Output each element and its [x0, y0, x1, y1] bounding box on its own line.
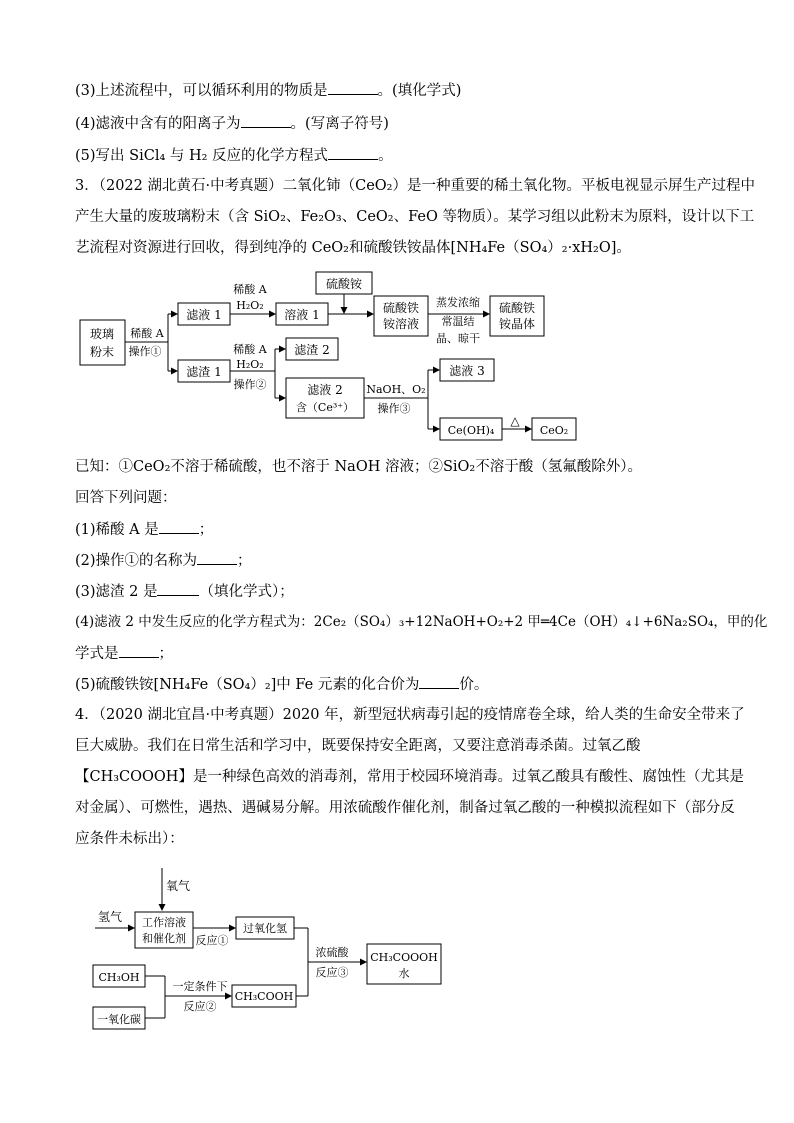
label-filtrate-2a: 滤液 2 [307, 383, 343, 397]
problem3-q2 [75, 550, 252, 571]
question-text: (5)写出 SiCl₄ 与 H₂ 反应的化学方程式 [75, 148, 329, 164]
label-op1: 操作① [128, 345, 162, 358]
answer-blank[interactable] [157, 581, 199, 596]
question-text: (4)滤液中含有的阳离子为 [75, 116, 241, 132]
problem3-intro-line3: 艺流程对资源进行回收，得到纯净的 CeO₂和硫酸铁铵晶体[NH₄Fe（SO₄）₂·xH₂O]。 [75, 240, 631, 256]
label-op3: 操作③ [377, 402, 411, 415]
label-acid-a-top: 稀酸 A [233, 283, 267, 296]
problem4-intro-line5: 应条件未标出）： [75, 831, 184, 847]
label-acid-a-bottom: 稀酸 A [233, 343, 267, 356]
label-product-1: CH₃COOOH [370, 951, 438, 964]
label-h2o2-bottom: H₂O₂ [236, 358, 264, 371]
label-condition: 一定条件下 [172, 980, 228, 993]
label-reaction3: 反应③ [315, 966, 349, 979]
label-co: 一氧化碳 [97, 1013, 141, 1026]
label-fa-cry-2: 铵晶体 [498, 317, 536, 331]
problem4-flow-diagram [0, 850, 794, 1050]
label-fa-sol-2: 铵溶液 [382, 317, 420, 331]
problem4-intro-line3: 【CH₃COOOH】是一种绿色高效的消毒剂，常用于校园环境消毒。过氧乙酸具有酸性、腐蚀性（尤其是 [75, 769, 744, 785]
question-tail: ； [158, 646, 173, 662]
label-naoh-o2: NaOH、O₂ [366, 383, 426, 396]
label-product-2: 水 [398, 967, 410, 980]
problem4-intro-line4: 对金属）、可燃性，遇热、遇碱易分解。用浓硫酸作催化剂，制备过氧乙酸的一种模拟流程如下（部分反 [75, 800, 735, 816]
label-evap-2: 常温结 [441, 315, 475, 328]
label-filtrate-3: 滤液 3 [449, 364, 485, 378]
problem3-q5 [75, 674, 488, 695]
heat-icon: △ [510, 414, 520, 428]
label-fa-sol-1: 硫酸铁 [382, 301, 420, 315]
label-ammonium-sulfate: 硫酸铵 [325, 277, 363, 291]
label-ch3oh: CH₃OH [98, 971, 140, 984]
problem3-answer-prompt: 回答下列问题： [75, 490, 177, 506]
problem4-intro-line1: 4．（2020 湖北宜昌·中考真题）2020 年，新型冠状病毒引起的疫情席卷全球，给人类的生命安全带来了 [75, 707, 745, 723]
problem3-flow-diagram [0, 0, 794, 450]
problem3-q1 [75, 519, 213, 540]
question-tail: 价。 [459, 677, 489, 693]
problem3-intro-line1: 3．（2022 湖北黄石·中考真题）二氧化铈（CeO₂）是一种重要的稀土氧化物。平板电视显示屏生产过程中 [75, 178, 755, 194]
question-tail: （填化学式）； [199, 584, 294, 600]
question-text: (3)滤渣 2 是 [75, 584, 158, 600]
answer-blank[interactable] [119, 643, 159, 658]
label-h2o2-top: H₂O₂ [236, 299, 264, 312]
question-text: 学式是 [75, 646, 119, 662]
label-reaction1: 反应① [195, 934, 229, 947]
label-filtrate-1: 滤液 1 [186, 308, 222, 322]
label-evap-1: 蒸发浓缩 [436, 296, 480, 309]
problem3-q4-line2 [75, 643, 173, 664]
question-tail: 。 [378, 148, 393, 164]
answer-blank[interactable] [419, 674, 459, 689]
label-filtrate-2b: 含（Ce³⁺） [295, 401, 355, 414]
label-fa-cry-1: 硫酸铁 [498, 301, 536, 315]
question-text: (5)硫酸铁铵[NH₄Fe（SO₄）₂]中 Fe 元素的化合价为 [75, 677, 420, 693]
question-text: (2)操作①的名称为 [75, 553, 198, 569]
label-conc-h2so4: 浓硫酸 [315, 946, 349, 959]
label-hydrogen: 氢气 [97, 910, 123, 924]
label-oxygen: 氧气 [165, 879, 191, 893]
label-ceo2: CeO₂ [539, 424, 569, 437]
question-tail: 。(填化学式) [377, 83, 462, 99]
label-residue-1: 滤渣 1 [186, 365, 222, 379]
label-work-1: 工作溶液 [142, 916, 186, 929]
answer-blank[interactable] [197, 550, 237, 565]
label-op2: 操作② [233, 378, 267, 391]
problem4-intro-line2: 巨大威胁。我们在日常生活和学习中，既要保持安全距离，又要注意消毒杀菌。过氧乙酸 [75, 738, 641, 754]
problem3-known: 已知：①CeO₂不溶于稀硫酸，也不溶于 NaOH 溶液；②SiO₂不溶于酸（氢氟酸除外）。 [75, 459, 642, 475]
label-evap-3: 晶、晾干 [436, 332, 480, 345]
label-h2o2: 过氧化氢 [243, 922, 287, 935]
question-tail: 。(写离子符号) [290, 116, 389, 132]
question-text: (1)稀酸 A 是 [75, 522, 159, 538]
label-acid-a: 稀酸 A [130, 327, 164, 340]
question-tail: ； [198, 522, 214, 538]
question-text: (3)上述流程中，可以循环利用的物质是 [75, 83, 328, 99]
label-glass-2: 粉末 [89, 345, 115, 359]
problem3-q4-line1: (4)滤液 2 中发生反应的化学方程式为：2Ce₂（SO₄）₃+12NaOH+O₂+2 甲═4Ce（OH）₄↓+6Na₂SO₄，甲的化 [75, 614, 768, 630]
label-solution-1: 溶液 1 [284, 308, 320, 322]
problem3-q3 [75, 581, 294, 602]
label-reaction2: 反应② [183, 1000, 217, 1013]
question-tail: ； [237, 553, 252, 569]
problem3-intro-line2: 产生大量的废玻璃粉末（含 SiO₂、Fe₂O₃、CeO₂、FeO 等物质）。某学习组以此粉末为原料，设计以下工 [75, 209, 755, 225]
label-residue-2: 滤渣 2 [294, 343, 330, 357]
label-ceoh4: Ce(OH)₄ [447, 424, 495, 437]
label-ch3cooh: CH₃COOH [234, 990, 294, 1003]
label-glass-1: 玻璃 [89, 327, 115, 341]
label-work-2: 和催化剂 [142, 932, 186, 945]
answer-blank[interactable] [159, 519, 199, 534]
